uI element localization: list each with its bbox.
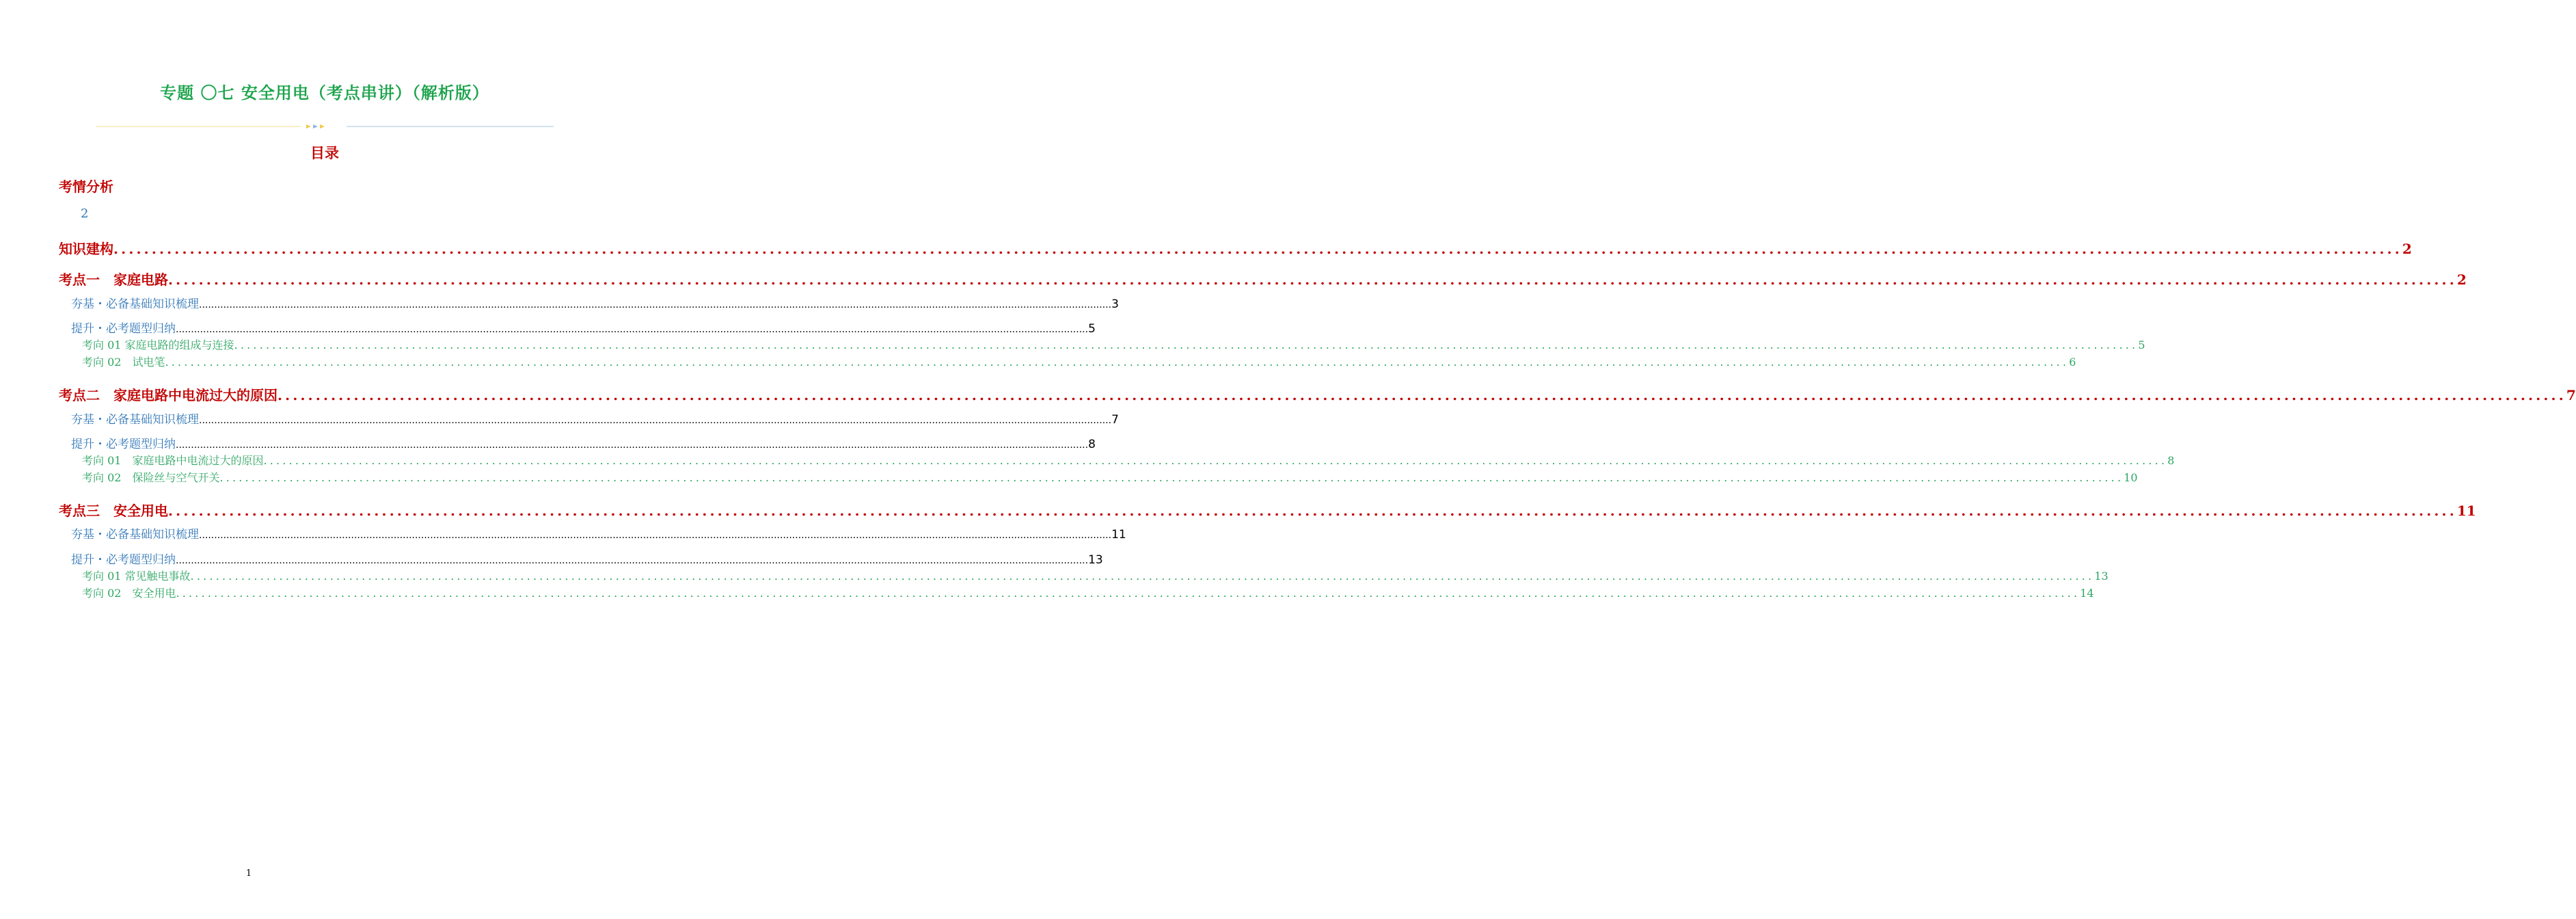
toc-entry[interactable] — [59, 238, 2412, 258]
toc-leader-dots: ............................................................................................................................................................................................................................................................................................................ — [165, 356, 2070, 369]
toc-entry-label: 提升・必考题型归纳 — [71, 553, 176, 567]
toc-leader-dots: ............................................................................................................................................................................................................................................................................................................ — [168, 503, 2457, 519]
toc-entry[interactable] — [71, 434, 1096, 451]
toc-entry-analysis-page[interactable]: 2 — [81, 207, 89, 221]
toc-entry-page: 7 — [2566, 387, 2576, 403]
toc-entry-label: 夯基・必备基础知识梳理 — [71, 413, 199, 427]
toc-leader-dots: ............................................................................................................................................................................................................................................................................................................ — [176, 440, 1089, 451]
toc-entry-page: 5 — [2138, 338, 2145, 351]
toc-leader-dots: ............................................................................................................................................................................................................................................................................................................ — [190, 570, 2095, 583]
toc-entry-page: 14 — [2080, 587, 2094, 600]
toc-entry-page: 2 — [2402, 241, 2412, 257]
toc-leader-dots: ............................................................................................................................................................................................................................................................................................................ — [219, 471, 2124, 484]
title-divider-right — [347, 126, 554, 127]
toc-entry-page: 10 — [2124, 471, 2138, 484]
toc-entry[interactable] — [59, 500, 2476, 520]
toc-entry[interactable] — [82, 354, 2076, 369]
toc-entry-label: 提升・必考题型归纳 — [71, 438, 176, 451]
toc-entry-page: 11 — [1111, 528, 1126, 542]
divider-arrows-icon — [305, 122, 332, 131]
toc-leader-dots: ............................................................................................................................................................................................................................................................................................................ — [176, 555, 1089, 566]
toc-entry-page: 6 — [2069, 356, 2076, 369]
toc-entry[interactable] — [71, 524, 1126, 542]
toc-leader-dots: ............................................................................................................................................................................................................................................................................................................ — [199, 415, 1112, 426]
toc-leader-dots: ............................................................................................................................................................................................................................................................................................................ — [199, 530, 1112, 541]
toc-entry-page: 11 — [2456, 503, 2476, 519]
toc-entry-analysis[interactable]: 考情分析 — [59, 178, 113, 195]
toc-entry[interactable] — [82, 585, 2094, 600]
toc-entry-label: 知识建构 — [59, 241, 113, 257]
toc-entry-page: 7 — [1111, 413, 1119, 427]
toc-entry[interactable] — [71, 550, 1103, 567]
toc-entry-label: 夯基・必备基础知识梳理 — [71, 297, 199, 311]
toc-leader-dots: ............................................................................................................................................................................................................................................................................................................ — [234, 338, 2139, 351]
toc-entry-label: 考向 02 安全用电 — [82, 587, 176, 600]
toc-entry-label: 考点二 家庭电路中电流过大的原因 — [59, 387, 277, 403]
toc-leader-dots: ............................................................................................................................................................................................................................................................................................................ — [176, 587, 2080, 600]
toc-entry-page: 5 — [1088, 322, 1096, 336]
toc-leader-dots: ............................................................................................................................................................................................................................................................................................................ — [113, 241, 2402, 257]
toc-entry-page: 2 — [2456, 271, 2467, 288]
toc-leader-dots: ............................................................................................................................................................................................................................................................................................................ — [277, 387, 2566, 403]
toc-entry-label: 夯基・必备基础知识梳理 — [71, 528, 199, 542]
document-title: 专题 〇七 安全用电（考点串讲）（解析版） — [160, 83, 489, 103]
footer-page-number: 1 — [245, 868, 252, 879]
title-divider-left — [96, 126, 301, 127]
toc-entry-label: 考向 02 保险丝与空气开关 — [82, 471, 220, 484]
toc-entry-page: 8 — [1088, 438, 1096, 451]
toc-entry-page: 13 — [1088, 553, 1103, 567]
toc-entry[interactable] — [82, 568, 2109, 583]
toc-entry[interactable] — [71, 319, 1096, 336]
toc-entry[interactable] — [59, 269, 2467, 289]
toc-entry-page: 8 — [2167, 454, 2175, 467]
toc-entry-page: 3 — [1111, 297, 1119, 311]
toc-entry[interactable] — [82, 452, 2175, 468]
toc-entry-label: 考向 01 常见触电事故 — [82, 570, 191, 583]
toc-entry-page: 13 — [2094, 570, 2109, 583]
toc-entry-label: 考向 01 家庭电路的组成与连接 — [82, 338, 234, 351]
toc-leader-dots: ............................................................................................................................................................................................................................................................................................................ — [176, 324, 1089, 335]
toc-leader-dots: ............................................................................................................................................................................................................................................................................................................ — [199, 299, 1112, 310]
toc-entry-label: 考向 02 试电笔 — [82, 356, 165, 369]
toc-entry[interactable] — [82, 469, 2138, 485]
toc-entry[interactable] — [71, 294, 1119, 311]
toc-entry-label: 提升・必考题型归纳 — [71, 322, 176, 336]
toc-entry-label: 考向 01 家庭电路中电流过大的原因 — [82, 454, 264, 467]
toc-entry-label: 考点三 安全用电 — [59, 503, 168, 519]
toc-entry[interactable] — [82, 336, 2145, 352]
toc-leader-dots: ............................................................................................................................................................................................................................................................................................................ — [168, 271, 2457, 288]
toc-heading: 目录 — [310, 144, 339, 161]
toc-entry[interactable] — [71, 410, 1119, 427]
toc-entry[interactable] — [59, 384, 2576, 404]
toc-leader-dots: ............................................................................................................................................................................................................................................................................................................ — [263, 454, 2168, 467]
toc-entry-label: 考点一 家庭电路 — [59, 271, 168, 288]
